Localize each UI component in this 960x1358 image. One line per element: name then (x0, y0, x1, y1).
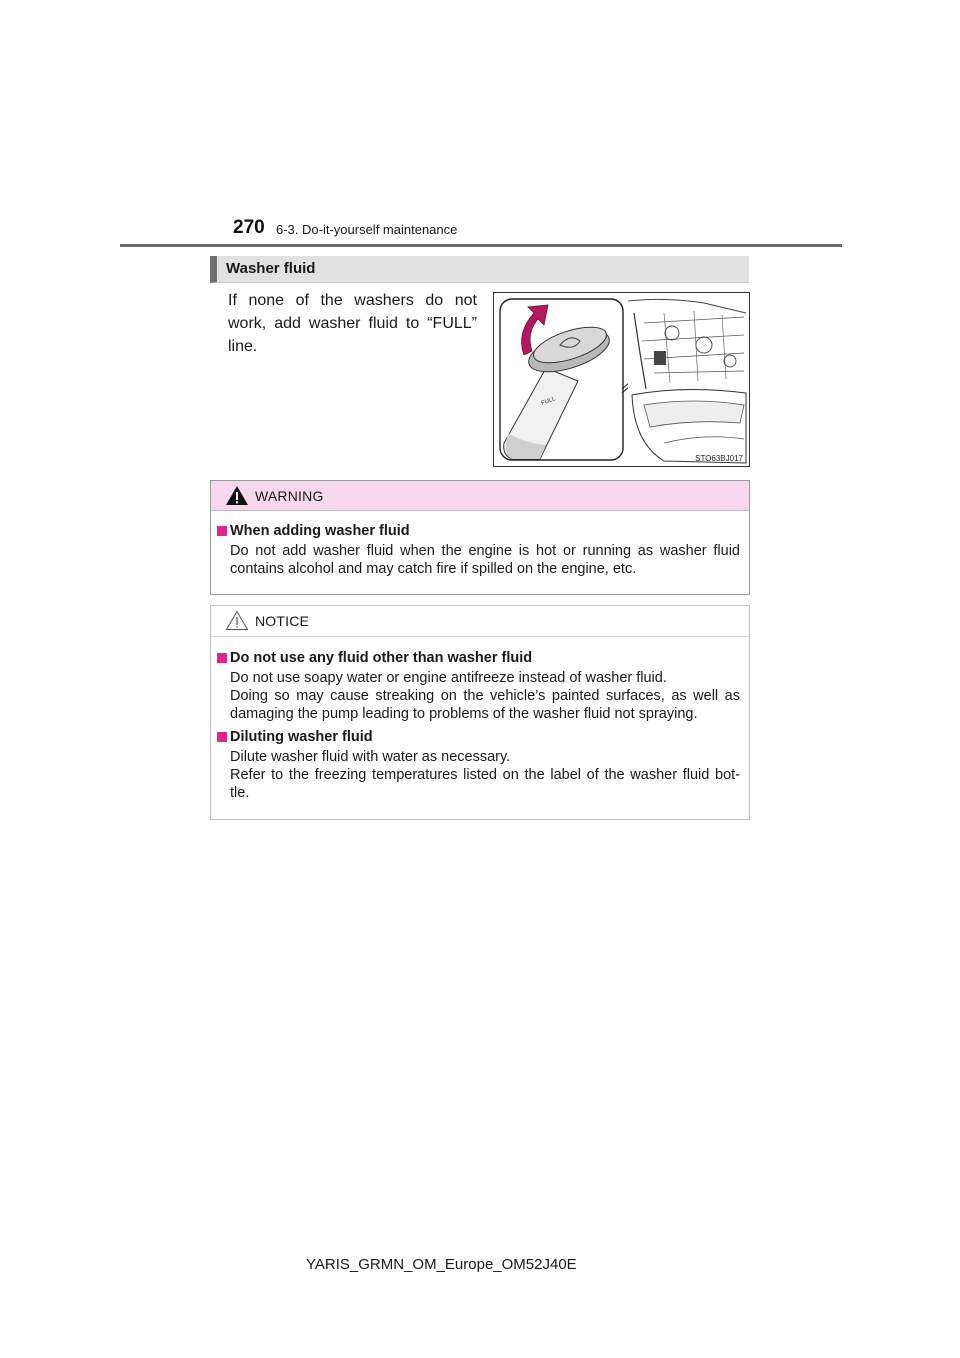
section-title-bar (210, 256, 749, 283)
warning-box (210, 480, 750, 595)
section-title: Washer fluid (226, 260, 316, 277)
bullet-square-icon (217, 732, 227, 742)
warning-label: WARNING (255, 488, 324, 504)
section-reference: 6-3. Do-it-yourself maintenance (276, 222, 458, 237)
notice-label: NOTICE (255, 613, 310, 629)
intro-paragraph: If none of the washers do not work, add washer fluid to “FULL” line. (228, 292, 477, 355)
document-footer: YARIS_GRMN_OM_Europe_OM52J40E (306, 1256, 577, 1273)
bullet-square-icon (217, 526, 227, 536)
bullet-square-icon (217, 653, 227, 663)
page-number: 270 (233, 217, 265, 238)
notice-item-text: Doing so may cause streaking on the vehicle’s painted surfaces, as well as damaging the pump leading to problems of the washer fluid not spraying. (230, 688, 740, 722)
notice-box (210, 605, 750, 820)
caution-triangle-icon (225, 610, 249, 631)
warning-item-text: Do not add washer fluid when the engine is hot or running as washer fluid contains alcohol and may catch fire if spilled on the engine, etc. (230, 543, 740, 577)
notice-item-text: Refer to the freezing temperatures listed on the label of the washer fluid bot- tle. (230, 767, 740, 801)
notice-item-text: Do not use soapy water or engine antifreeze instead of washer fluid. (230, 670, 667, 686)
notice-header (211, 606, 749, 637)
notice-item-body (230, 748, 740, 802)
tank-full-label: FULL (540, 396, 557, 407)
warning-item-title: When adding washer fluid (230, 523, 410, 539)
notice-item-body (230, 669, 740, 723)
notice-item-text: Dilute washer fluid with water as necessary. (230, 749, 511, 765)
warning-triangle-icon (225, 485, 249, 506)
warning-header (211, 481, 749, 511)
washer-fluid-illustration (493, 292, 750, 467)
warning-item-body (230, 542, 740, 578)
washer-tank-drawing (494, 293, 749, 466)
notice-item-title: Diluting washer fluid (230, 729, 373, 745)
header-rule (120, 244, 842, 247)
figure-code: STO63BJ017 (695, 454, 743, 463)
notice-item-title: Do not use any fluid other than washer fluid (230, 650, 533, 666)
